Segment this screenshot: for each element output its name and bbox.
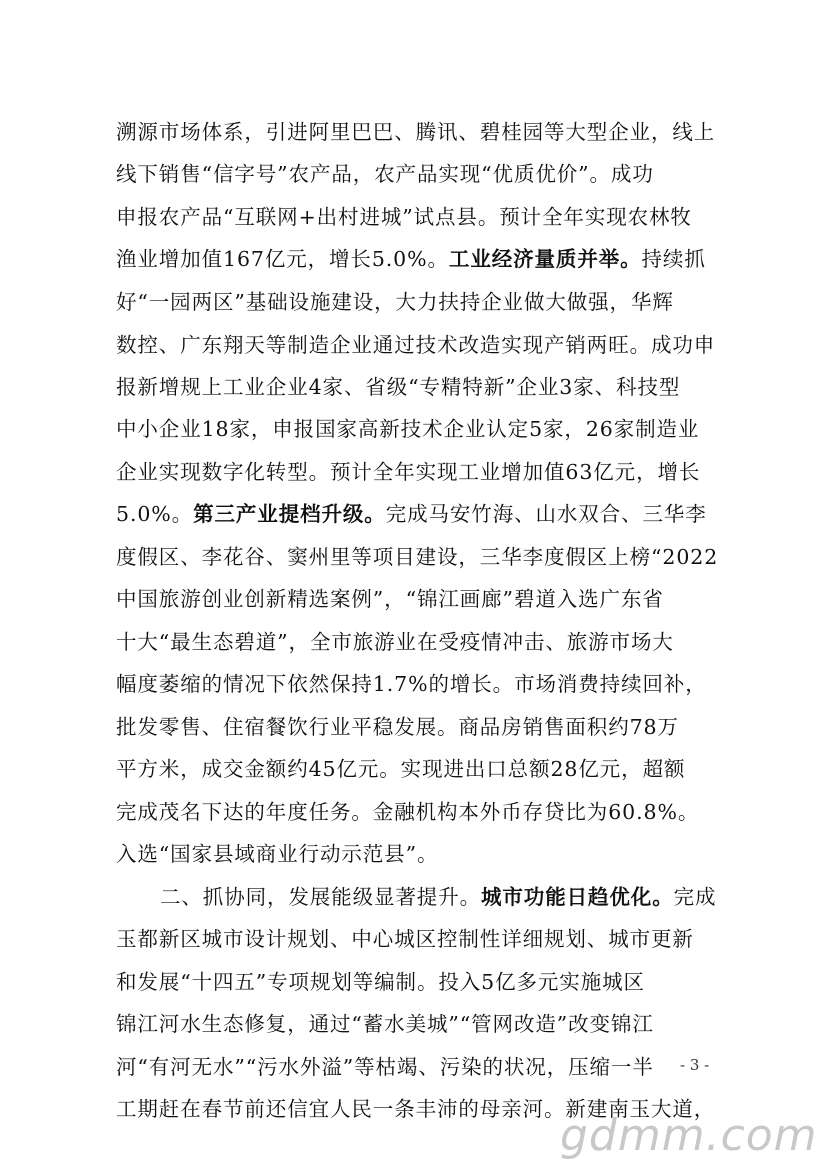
- text-segment: 批发零售、住宿餐饮行业平稳发展。商品房销售面积约78万: [116, 715, 679, 739]
- text-segment: 溯源市场体系，引进阿里巴巴、腾讯、碧桂园等大型企业，线上: [116, 120, 716, 144]
- text-segment: 中小企业18家，申报国家高新技术企业认定5家，26家制造业: [116, 417, 700, 441]
- text-line: [116, 839, 728, 869]
- text-line: [116, 669, 728, 699]
- page-number: - 3 -: [680, 1056, 710, 1074]
- text-line: [116, 159, 728, 189]
- text-line: [116, 584, 728, 614]
- text-line: [116, 117, 728, 147]
- text-line: [116, 1052, 728, 1082]
- text-line: [116, 244, 728, 274]
- text-line: [116, 1009, 728, 1039]
- text-line: [160, 882, 728, 912]
- text-line: [116, 372, 728, 402]
- text-segment: 玉都新区城市设计规划、中心城区控制性详细规划、城市更新: [116, 927, 694, 951]
- text-segment: 度假区、李花谷、窦州里等项目建设，三华李度假区上榜“2022: [116, 545, 719, 569]
- text-line: [116, 712, 728, 742]
- text-segment: 持续抓: [641, 247, 706, 271]
- text-segment: 渔业增加值167亿元，增长5.0%。: [116, 247, 449, 271]
- text-line: [116, 967, 728, 997]
- text-segment: 中国旅游创业创新精选案例”，“锦江画廊”碧道入选广东省: [116, 587, 664, 611]
- text-line: [116, 414, 728, 444]
- text-segment: 企业实现数字化转型。预计全年实现工业增加值63亿元，增长: [116, 460, 701, 484]
- text-segment: 数控、广东翔天等制造企业通过技术改造实现产销两旺。成功申: [116, 333, 716, 357]
- text-segment: 河“有河无水”“污水外溢”等枯竭、污染的状况，压缩一半: [116, 1055, 654, 1079]
- text-segment: 二、抓协同，发展能级显著提升。: [160, 885, 481, 909]
- text-segment: 报新增规上工业企业4家、省级“专精特新”企业3家、科技型: [116, 375, 681, 399]
- text-segment: 和发展“十四五”专项规划等编制。投入5亿多元实施城区: [116, 970, 645, 994]
- text-segment: 5.0%。: [116, 502, 194, 526]
- text-segment: 好“一园两区”基础设施建设，大力扶持企业做大做强，华辉: [116, 290, 674, 314]
- text-segment: 线下销售“信字号”农产品，农产品实现“优质优价”。成功: [116, 162, 654, 186]
- watermark-logo: gdmm.com: [560, 1110, 818, 1161]
- text-line: [116, 499, 728, 529]
- text-segment: 幅度萎缩的情况下依然保持1.7%的增长。市场消费持续回补，: [116, 672, 707, 696]
- text-segment: 工期赶在春节前还信宜人民一条丰沛的母亲河。新建南玉大道，: [116, 1097, 716, 1121]
- text-line: [116, 627, 728, 657]
- text-line: [116, 924, 728, 954]
- text-line: [116, 457, 728, 487]
- text-segment: 申报农产品“互联网+出村进城”试点县。预计全年实现农林牧: [116, 205, 692, 229]
- bold-heading-segment: 工业经济量质并举。: [448, 247, 642, 271]
- text-segment: 完成马安竹海、山水双合、三华李: [385, 502, 707, 526]
- text-segment: 十大“最生态碧道”，全市旅游业在受疫情冲击、旅游市场大: [116, 630, 674, 654]
- text-line: [116, 330, 728, 360]
- text-line: [116, 797, 728, 827]
- bold-heading-segment: 第三产业提档升级。: [193, 502, 386, 526]
- text-line: [116, 754, 728, 784]
- text-segment: 入选“国家县域商业行动示范县”。: [116, 842, 439, 866]
- text-line: [116, 287, 728, 317]
- text-segment: 完成: [673, 885, 717, 909]
- text-segment: 平方米，成交金额约45亿元。实现进出口总额28亿元，超额: [116, 757, 686, 781]
- text-line: [116, 542, 728, 572]
- text-segment: 完成茂名下达的年度任务。金融机构本外币存贷比为60.8%。: [116, 800, 700, 824]
- bold-heading-segment: 城市功能日趋优化。: [481, 885, 674, 909]
- text-segment: 锦江河水生态修复，通过“蓄水美城”“管网改造”改变锦江: [116, 1012, 654, 1036]
- text-line: [116, 202, 728, 232]
